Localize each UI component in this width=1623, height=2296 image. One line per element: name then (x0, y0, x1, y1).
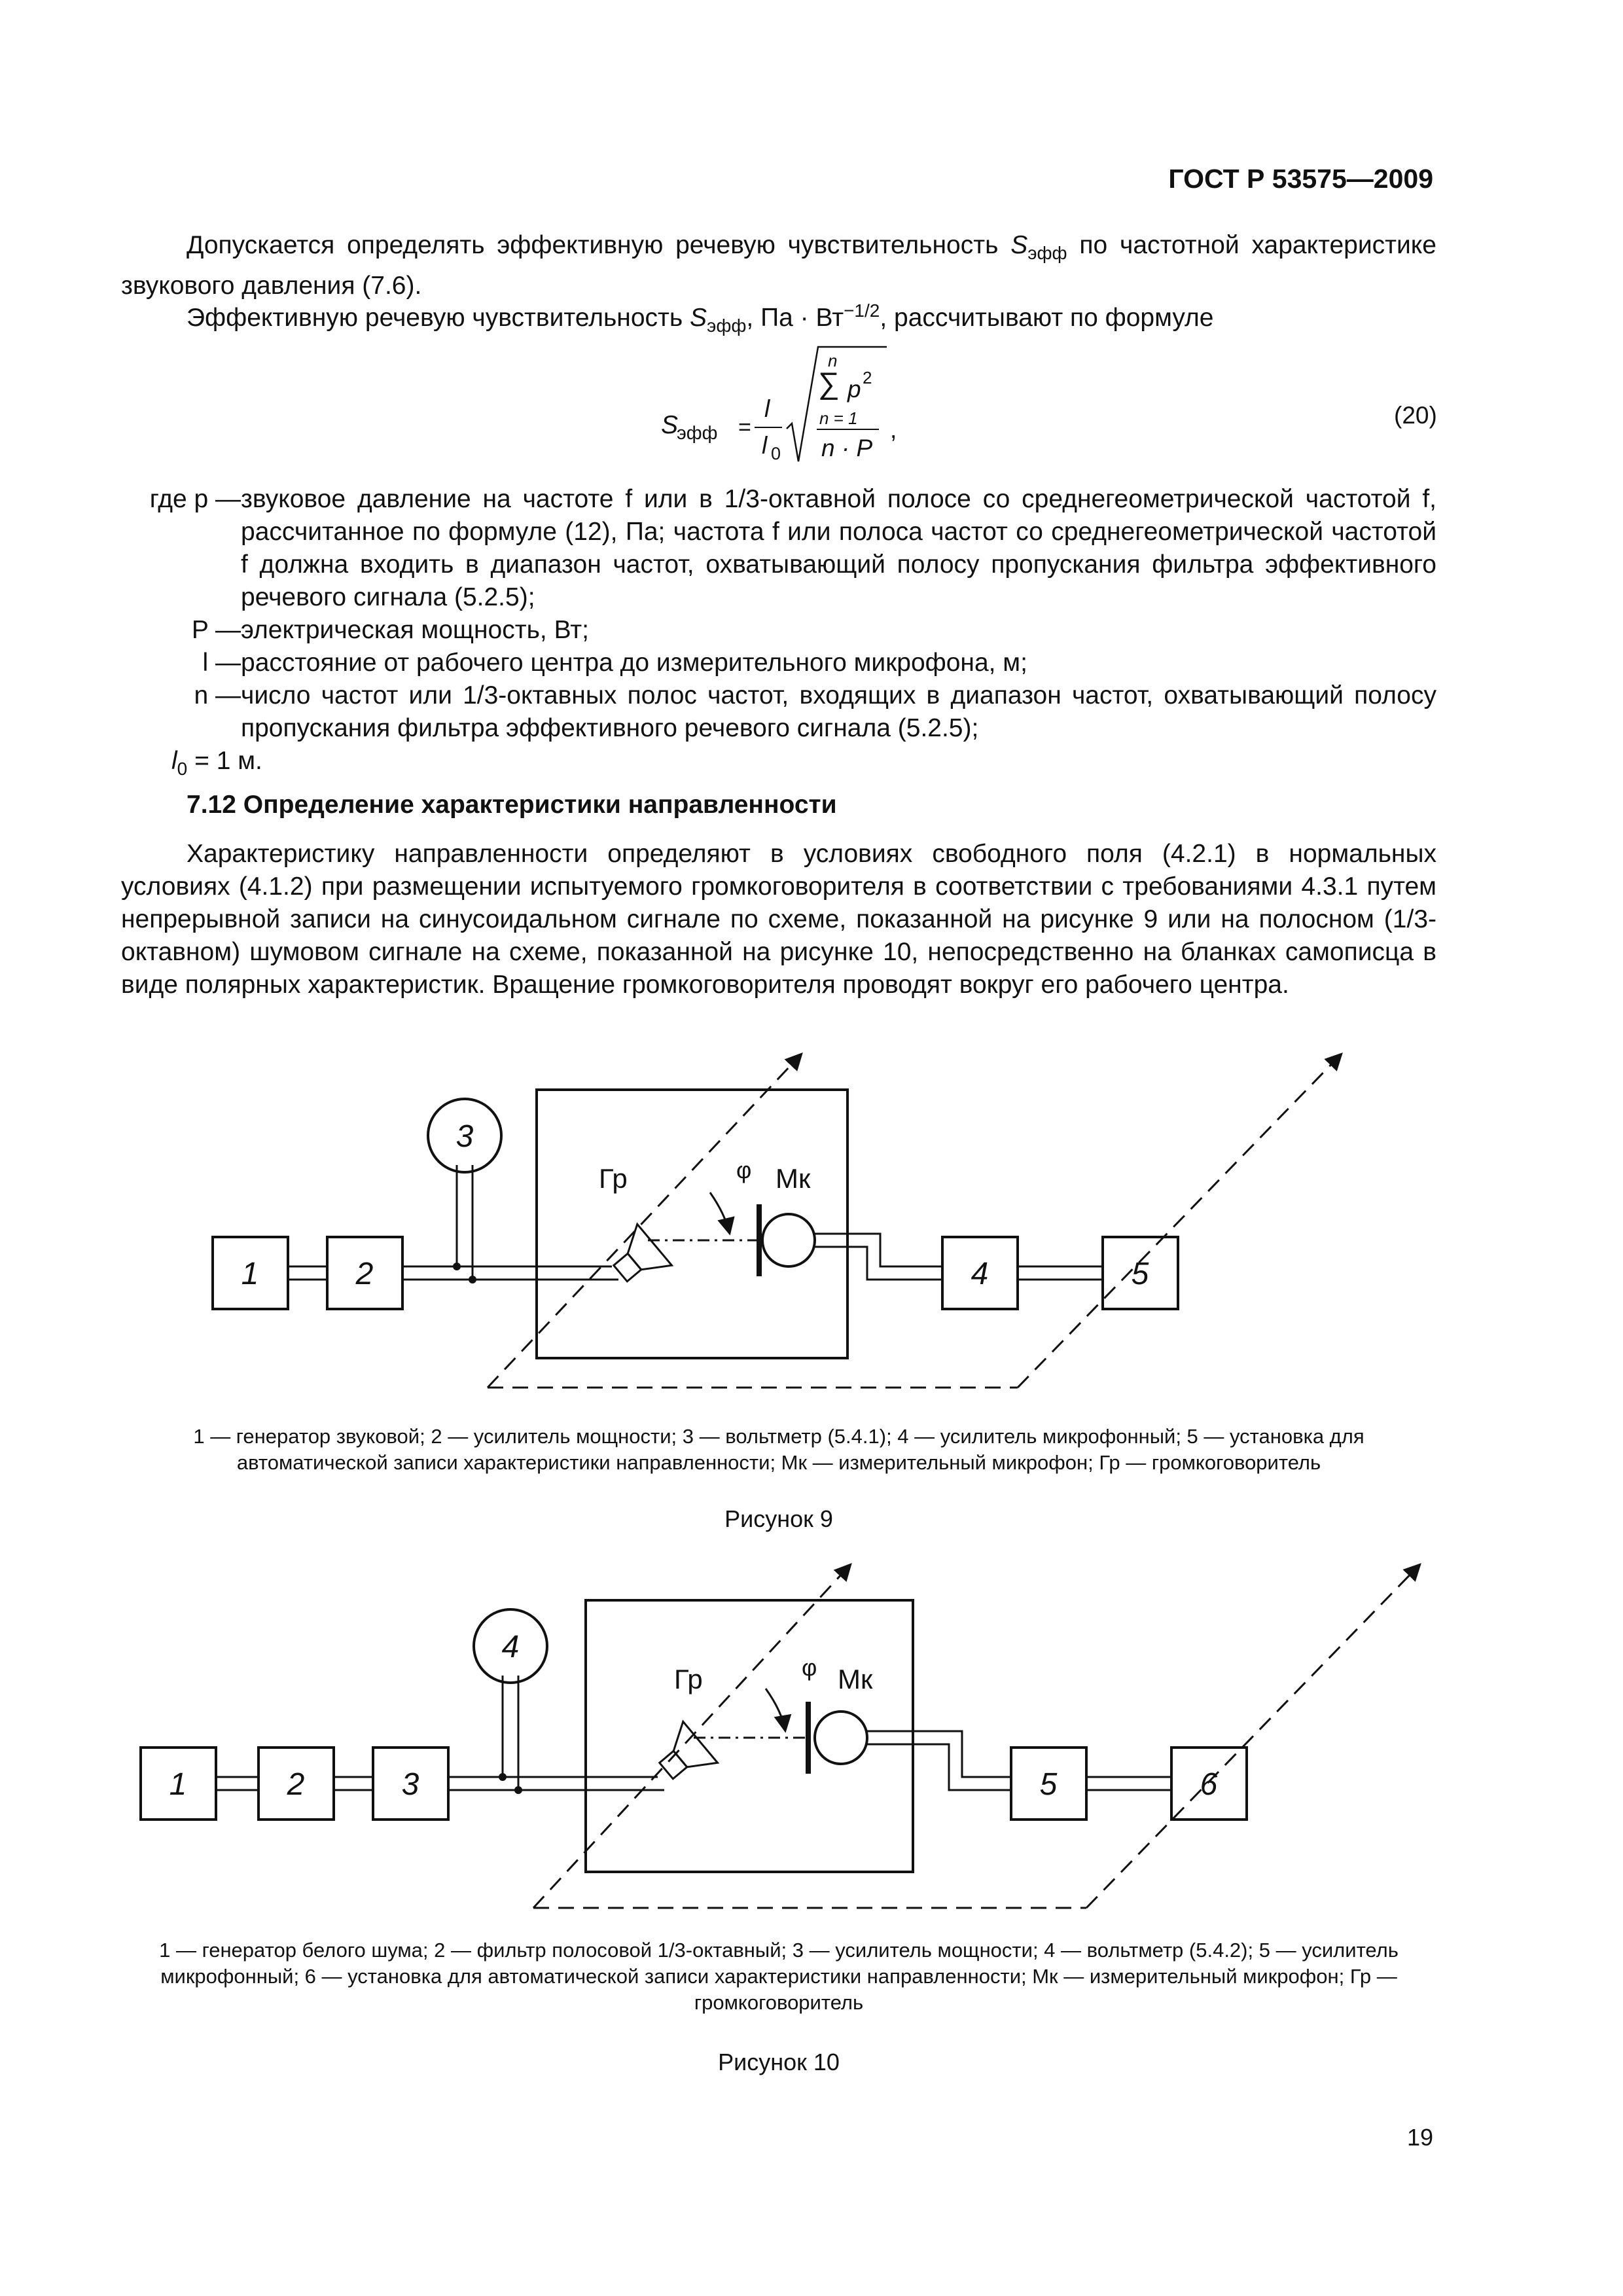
angle-arc (710, 1193, 730, 1234)
junction-dot-a (453, 1263, 461, 1270)
formula-lhs: S (661, 411, 679, 439)
para1-after: по частотной характеристике звукового давления (7.6). (121, 231, 1436, 300)
speaker-label: Гр (599, 1163, 628, 1194)
sum-sign: ∑ (818, 366, 840, 400)
formula-denominator-sub: 0 (771, 444, 781, 463)
s-eff-symbol-2: S (690, 304, 707, 332)
block-2-label: 2 (355, 1257, 374, 1291)
junction-dot-b (469, 1276, 476, 1283)
speaker-symbol (603, 1224, 672, 1294)
unit-text: , Па · Вт (746, 304, 844, 332)
l0-value: = 1 м. (187, 747, 262, 775)
formula-equals: = (738, 415, 751, 440)
block-2-label-10: 2 (287, 1767, 305, 1802)
meter-label: 3 (455, 1119, 474, 1154)
speaker-symbol-10 (649, 1721, 718, 1791)
para2-after: , рассчитывают по формуле (880, 304, 1214, 332)
figure-9-diagram (0, 1021, 1623, 1414)
formula-denominator: l (762, 432, 768, 459)
mic-label: Мк (776, 1163, 811, 1194)
block-4-label: 4 (971, 1257, 989, 1291)
def-desc-n: число частот или 1/3-октавных полос частот, входящих в диапазон частот, охватывающий полосу пропускания фильтра эффективного речевого сигнала (5.2.5); (241, 681, 1436, 742)
block-6-label-10: 6 (1200, 1767, 1218, 1802)
sum-variable: p (847, 376, 861, 403)
block-5-label-10: 5 (1039, 1767, 1058, 1802)
plane-right-edge (1018, 1054, 1342, 1388)
def-l0 (171, 745, 262, 785)
angle-label-10: φ (802, 1654, 817, 1681)
chamber-box-10 (586, 1600, 913, 1872)
mic-wire-b-10 (867, 1744, 1011, 1790)
intro-paragraph-1 (121, 229, 1436, 302)
definitions-list (0, 483, 1623, 784)
radical-sign (785, 344, 890, 475)
junction-dot-b-10 (514, 1786, 522, 1794)
mic-circle (762, 1214, 815, 1266)
mic-wire-a (815, 1234, 942, 1266)
chamber-box (537, 1090, 847, 1358)
mic-label-10: Мк (838, 1664, 873, 1695)
def-term-P: P — (191, 616, 241, 644)
plane-left-edge-10 (533, 1564, 851, 1908)
plane-right-edge-10 (1086, 1564, 1420, 1908)
def-desc-p: звуковое давление на частоте f или в 1/3-октавной полосе со среднегеометрической частотой f, рассчитанное по формуле (12), Па; частота f или полоса частот со среднегеометрической частотой f должна входить в диапазон частот, охватывающий полосу пропускания фильтра эффективного речевого сигнала (5.2.5); (241, 485, 1436, 611)
speaker-label-10: Гр (674, 1664, 703, 1695)
page-number: 19 (1406, 2124, 1433, 2151)
figure-9-caption: 1 — генератор звуковой; 2 — усилитель мощности; 3 — вольтметр (5.4.1); 4 — усилитель микрофонный; 5 — установка для автоматической записи характеристики направленности; Мк — измерительный микрофон; Гр — громкоговоритель (193, 1425, 1364, 1474)
standard-header: ГОСТ Р 53575—2009 (1168, 164, 1433, 194)
sum-exponent: 2 (863, 368, 872, 387)
angle-arc-10 (766, 1689, 785, 1731)
formula-lhs-sub: эфф (677, 423, 718, 444)
sum-upper-limit: n (828, 351, 838, 370)
block-5-label: 5 (1131, 1257, 1149, 1291)
def-term-l: l — (202, 649, 241, 677)
sum-lower-limit: n = 1 (819, 408, 858, 428)
def-desc-P: электрическая мощность, Вт; (241, 616, 589, 644)
block-1-label-10: 1 (169, 1767, 187, 1802)
mic-wire-a-10 (867, 1731, 1011, 1777)
def-term-n: n — (194, 681, 241, 709)
def-term-p: где p — (149, 485, 241, 513)
l0-symbol: l (171, 747, 177, 775)
plane-left-edge (488, 1054, 802, 1388)
section-heading: 7.12 Определение характеристики направленности (187, 791, 837, 819)
l0-subscript: 0 (177, 759, 188, 779)
def-desc-l: расстояние от рабочего центра до измерительного микрофона, м; (241, 649, 1027, 677)
junction-dot-a-10 (499, 1773, 507, 1781)
block-1-label: 1 (241, 1257, 259, 1291)
s-eff-symbol: S (1010, 231, 1028, 259)
figure-10-title: Рисунок 10 (718, 2049, 840, 2075)
angle-label: φ (736, 1157, 752, 1183)
meter-label-10: 4 (501, 1630, 520, 1664)
inner-fraction-bar (817, 429, 879, 430)
s-eff-subscript-2: эфф (707, 315, 747, 336)
formula-number: (20) (1394, 402, 1437, 429)
mic-wire-b (815, 1247, 942, 1280)
para1-before: Допускается определять эффективную речевую чувствительность (187, 231, 1011, 259)
mic-circle-10 (815, 1712, 867, 1764)
inner-denominator: n · P (821, 435, 873, 461)
para2-before: Эффективную речевую чувствительность (187, 304, 690, 332)
figure-9-title: Рисунок 9 (724, 1505, 833, 1532)
formula-comma: , (890, 416, 897, 443)
s-eff-subscript: эфф (1027, 243, 1067, 263)
formula-numerator: l (764, 395, 770, 422)
formula-fraction-bar (755, 427, 782, 428)
figure-10-diagram (0, 1545, 1623, 1937)
intro-paragraph-2 (121, 295, 1436, 342)
section-paragraph: Характеристику направленности определяют в условиях свободного поля (4.2.1) в нормальных условиях (4.1.2) при размещении испытуемого громкоговорителя в соответствии с требованиями 4.3.1 путем непрерывной записи на синусоидальном сигнале по схеме, показанной на рисунке 9 или на полосном (1/3-октавном) шумовом сигнале на схеме, показанной на рисунке 10, непосредственно на бланках самописца в виде полярных характеристик. Вращение громкоговорителя проводят вокруг его рабочего центра. (121, 840, 1436, 999)
block-3-label-10: 3 (401, 1767, 419, 1802)
unit-exponent: −1/2 (844, 300, 880, 321)
figure-10-caption: 1 — генератор белого шума; 2 — фильтр полосовой 1/3-октавный; 3 — усилитель мощности; 4 — вольтметр (5.4.2); 5 — усилитель микрофонный; 6 — установка для автоматической записи характеристики направленности; Мк — измерительный микрофон; Гр — громкоговоритель (159, 1939, 1399, 2014)
